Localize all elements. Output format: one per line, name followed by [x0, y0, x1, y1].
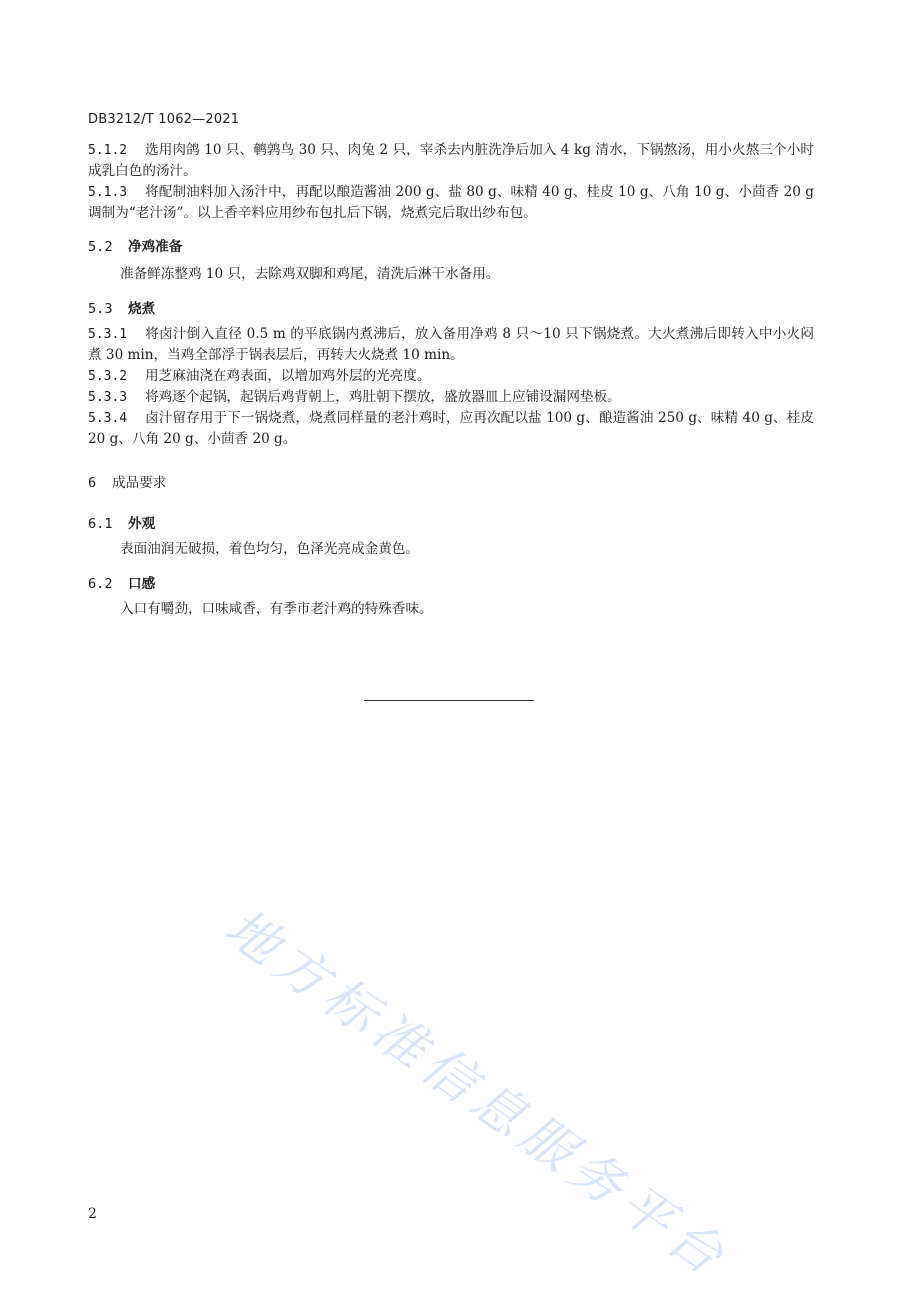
clause-number: 5.3.2 — [88, 369, 128, 384]
heading-title: 口感 — [128, 576, 156, 592]
heading-number: 6.1 — [88, 516, 113, 532]
paragraph-6-1: 表面油润无破损，着色均匀，色泽光亮成金黄色。 — [120, 541, 420, 557]
heading-title: 烧煮 — [128, 301, 156, 317]
heading-number: 5.2 — [88, 239, 113, 255]
document-code: DB3212/T 1062—2021 — [88, 112, 240, 127]
clause-text: 将卤汁倒入直径 0.5 m 的平底锅内煮沸后，放入备用净鸡 8 只～10 只下锅烧煮。大火煮沸后即转入中小火闷煮 30 min，当鸡全部浮于锅表层后，再转大火烧煮 10 min。 — [88, 326, 814, 363]
clause-group-5-3 — [88, 324, 814, 450]
heading-5-2 — [88, 235, 182, 255]
clause-group-5-1 — [88, 140, 814, 224]
clause-number: 5.1.3 — [88, 185, 128, 200]
clause-text: 选用肉鸽 10 只、鹌鹑鸟 30 只、肉兔 2 只，宰杀去内脏洗净后加入 4 kg 清水，下锅熬汤，用小火熬三个小时成乳白色的汤汁。 — [88, 142, 814, 179]
clause-5-1-3 — [88, 182, 814, 224]
heading-number: 6 — [88, 475, 97, 491]
clause-text: 将配制油料加入汤汁中，再配以酿造酱油 200 g、盐 80 g、味精 40 g、桂皮 10 g、八角 10 g、小茴香 20 g 调制为“老汁汤”。以上香辛料应用纱布包扎后下锅，烧煮完后取出纱布包。 — [88, 184, 814, 221]
heading-title: 外观 — [128, 516, 156, 532]
clause-text: 将鸡逐个起锅，起锅后鸡背朝上，鸡肚朝下摆放，盛放器皿上应铺设漏网垫板。 — [145, 389, 621, 405]
heading-5-3 — [88, 297, 155, 317]
heading-6 — [88, 471, 166, 491]
paragraph-6-2: 入口有嚼劲，口味咸香，有季市老汁鸡的特殊香味。 — [120, 601, 433, 617]
heading-title: 净鸡准备 — [128, 239, 183, 255]
heading-number: 6.2 — [88, 576, 113, 592]
paragraph-5-2: 准备鲜冻整鸡 10 只，去除鸡双脚和鸡尾，清洗后淋干水备用。 — [120, 266, 500, 282]
clause-number: 5.1.2 — [88, 143, 128, 158]
clause-5-3-4 — [88, 408, 814, 450]
watermark: 地方标准信息服务平台 — [213, 897, 740, 1291]
clause-5-3-3 — [88, 387, 814, 408]
clause-5-1-2 — [88, 140, 814, 182]
heading-6-2 — [88, 572, 155, 592]
heading-6-1 — [88, 512, 155, 532]
heading-title: 成品要求 — [112, 475, 167, 491]
clause-text: 用芝麻油浇在鸡表面，以增加鸡外层的光亮度。 — [145, 368, 431, 384]
end-of-document-rule — [364, 700, 534, 701]
page-number: 2 — [88, 1206, 97, 1222]
clause-5-3-1 — [88, 324, 814, 366]
clause-5-3-2 — [88, 366, 814, 387]
clause-text: 卤汁留存用于下一锅烧煮，烧煮同样量的老汁鸡时，应再次配以盐 100 g、酿造酱油 250 g、味精 40 g、桂皮 20 g、八角 20 g、小茴香 20 g。 — [88, 410, 814, 447]
clause-number: 5.3.1 — [88, 327, 128, 342]
clause-number: 5.3.3 — [88, 390, 128, 405]
clause-number: 5.3.4 — [88, 411, 128, 426]
heading-number: 5.3 — [88, 301, 113, 317]
